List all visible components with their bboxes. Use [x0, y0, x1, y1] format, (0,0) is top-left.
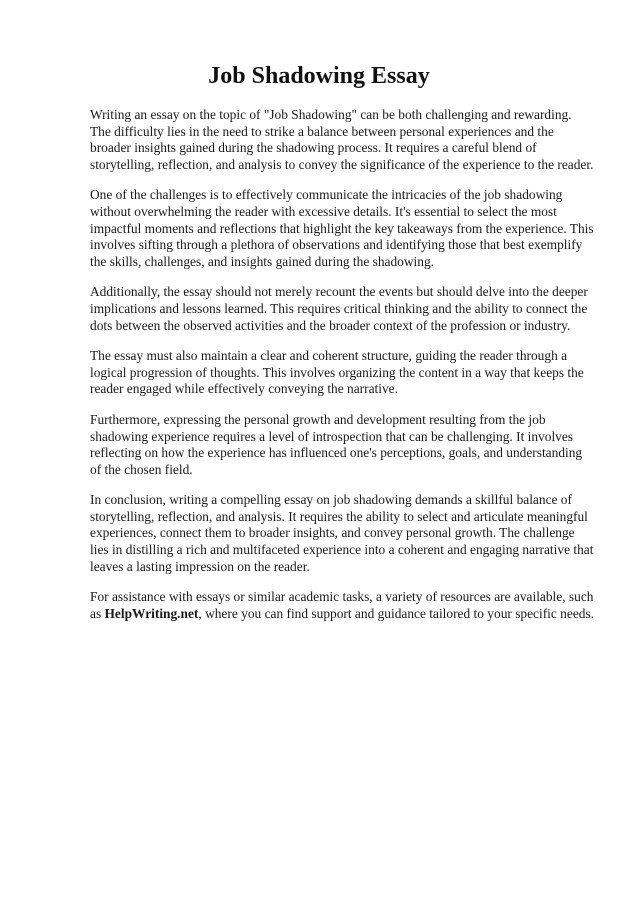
paragraph-1: Writing an essay on the topic of "Job Shadowing" can be both challenging and rewarding. The difficulty lies in the need to strike a balance between personal experiences and the broader insights gained during the shadowing process. It requires a careful blend of storytelling, reflection, and analysis to convey the significance of the experience to the reader. [90, 107, 594, 172]
paragraph-2: One of the challenges is to effectively communicate the intricacies of the job shadowing without overwhelming the reader with excessive details. It's essential to select the most impactful moments and reflections that highlight the key takeaways from the experience. This involves sifting through a plethora of observations and identifying those that best exemplify the skills, challenges, and insights gained during the shadowing. [90, 187, 594, 269]
closing-text-after: , where you can find support and guidance tailored to your specific needs. [198, 605, 595, 621]
document-body [90, 107, 594, 636]
closing-paragraph [90, 589, 594, 622]
paragraph-4: The essay must also maintain a clear and coherent structure, guiding the reader through a logical progression of thoughts. This involves organizing the content in a way that keeps the reader engaged while effectively conveying the narrative. [90, 348, 584, 397]
document-title: Job Shadowing Essay [208, 63, 430, 89]
paragraph-3: Additionally, the essay should not merely recount the events but should delve into the deeper implications and lessons learned. This requires critical thinking and the ability to connect the dots between the observed activities and the broader context of the profession or industry. [90, 284, 588, 333]
paragraph-6: In conclusion, writing a compelling essay on job shadowing demands a skillful balance of storytelling, reflection, and analysis. It requires the ability to select and articulate meaningful experiences, connect them to broader insights, and convey personal growth. The challenge lies in distilling a rich and multifaceted experience into a coherent and engaging narrative that leaves a lasting impression on the reader. [90, 492, 594, 574]
paragraph-5: Furthermore, expressing the personal growth and development resulting from the job shadowing experience requires a level of introspection that can be challenging. It involves reflecting on how the experience has influenced one's perceptions, goals, and understanding of the chosen field. [90, 411, 583, 477]
helpwriting-link[interactable]: HelpWriting.net [104, 605, 199, 621]
closing-text-before: For assistance with essays or similar academic tasks, a variety of resources are available, such as [90, 589, 594, 621]
